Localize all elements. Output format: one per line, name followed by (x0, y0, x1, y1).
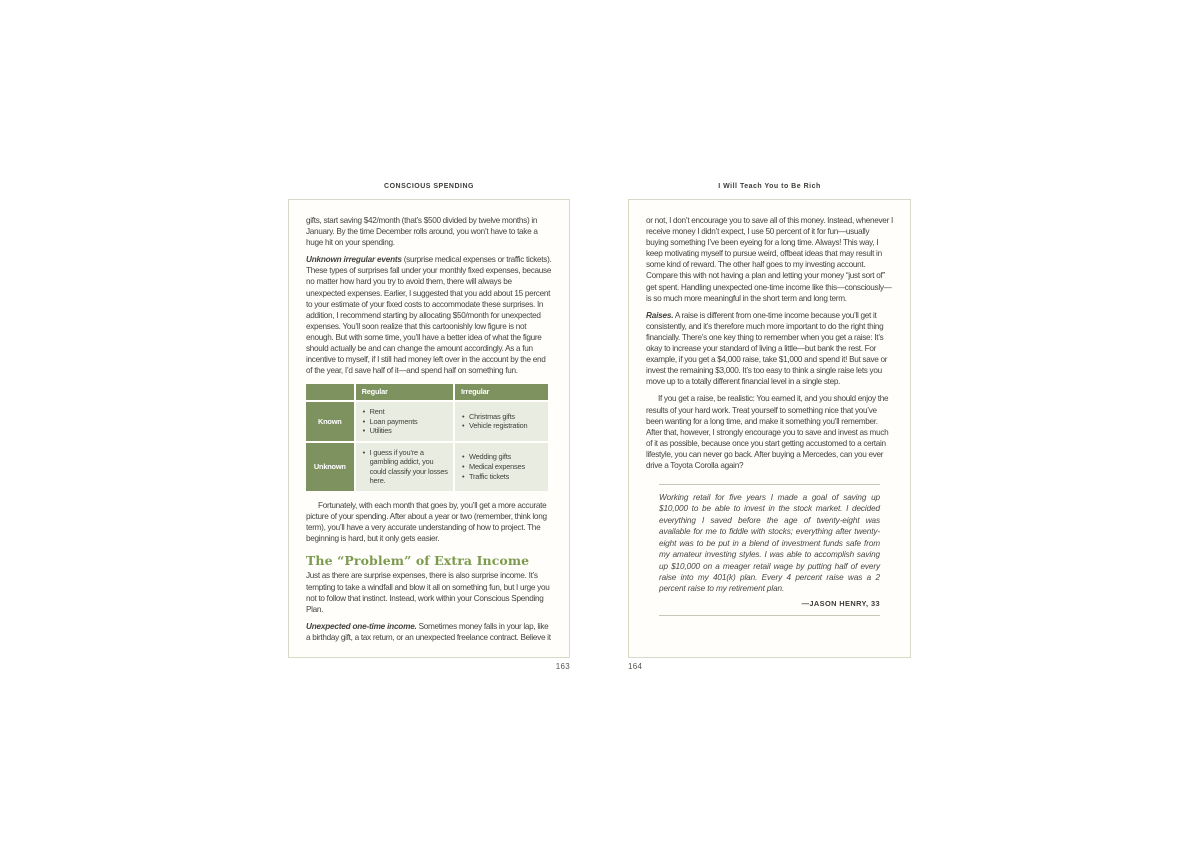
paragraph-raises-lead: Raises. (646, 310, 674, 320)
table-cell-unknown-regular (356, 443, 453, 491)
table-cell-known-regular (356, 402, 453, 441)
paragraph-just-as (306, 570, 552, 614)
paragraph-raises (646, 310, 893, 388)
bullet-item: • Wedding gifts (462, 452, 544, 462)
running-head-right: I Will Teach You to Be Rich (718, 183, 821, 190)
expenses-table (304, 382, 550, 493)
paragraph-fortunately-text: Fortunately, with each month that goes by, you’ll get a more accurate picture of your spending. After about a year or two (remember, think long term), you’ll have a very accurate understanding of how to project. The beginning is hard, but it only gets easier. (306, 501, 547, 544)
paragraph-or-not (646, 215, 893, 304)
paragraph-unexpected-lead: Unexpected one-time income. (306, 621, 417, 631)
table-label-known: Known (306, 402, 354, 441)
bullet-item: • Vehicle registration (462, 421, 544, 431)
table-cell-unknown-irregular (455, 443, 548, 491)
bullet-list (462, 412, 544, 431)
table-header-row (306, 384, 548, 400)
paragraph-or-not-text: or not, I don’t encourage you to save all of this money. Instead, whenever I receive money I didn’t expect, I use 50 percent of it for fun—usually buying something I’ve been eyeing for a long time. Always! This way, I keep motivating myself to pursue weird, offbeat ideas that may result in some kind of reward. The other half goes to my investing account. Compare this with not having a plan and letting your money “just sort of” get spent. Handling unexpected one-time income like this—consciously—is so much more meaningful in the short term and long term. (646, 216, 893, 303)
page-163 (288, 199, 570, 658)
testimonial-quote (659, 484, 880, 616)
running-head-left: CONSCIOUS SPENDING (384, 183, 474, 190)
paragraph-unknown-irregular (306, 254, 552, 376)
paragraph-fortunately (306, 500, 552, 544)
table-corner-cell (306, 384, 354, 400)
page-number-164: 164 (628, 662, 643, 671)
paragraph-if-you-get (646, 393, 893, 471)
bullet-item: • Rent (363, 407, 449, 417)
page-number-163: 163 (555, 662, 570, 671)
bullet-item: • Christmas gifts (462, 412, 544, 422)
bullet-list (462, 452, 544, 481)
quote-attribution: —JASON HENRY, 33 (801, 598, 880, 608)
table-cell-known-irregular (455, 402, 548, 441)
page-164 (628, 199, 911, 658)
table-row-known (306, 402, 548, 441)
bullet-item: • I guess if you’re a gambling addict, you could classify your losses here. (363, 448, 449, 486)
paragraph-unknown-irregular-text: (surprise medical expenses or traffic tickets). These types of surprises fall under your monthly fixed expenses, because no matter how hard you try to avoid them, there will always be unexpected expenses. Earlier, I suggested that you add about 15 percent to your estimate of your fixed costs to accommodate these surprises. In addition, I recommend starting by allocating $50/month for unexpected expenses. You’ll soon realize that this cartoonishly low figure is not enough. But with some time, you’ll have a better idea of what the figure should actually be and can change the amount accordingly. As a fun incentive to myself, if I still had money left over in the account by the end of the year, I’d save half of it—and spend half on something fun. (306, 255, 552, 376)
paragraph-gifts (306, 215, 552, 248)
paragraph-unexpected (306, 621, 552, 643)
paragraph-if-you-get-text: If you get a raise, be realistic: You earned it, and you should enjoy the results of your hard work. Treat yourself to something nice that you’ve been wanting for a long time, and make it something you’ll remember. After that, however, I strongly encourage you to save and invest as much of it as possible, because once you start getting accustomed to a certain lifestyle, you can never go back. After buying a Mercedes, can you ever drive a Toyota Corolla again? (646, 394, 889, 470)
paragraph-just-as-text: Just as there are surprise expenses, there is also surprise income. It’s tempting to take a windfall and blow it all on something fun, but I urge you not to follow that instinct. Instead, work within your Conscious Spending Plan. (306, 571, 550, 614)
bullet-item: • Loan payments (363, 417, 449, 427)
table-row-unknown (306, 443, 548, 491)
bullet-item: • Traffic tickets (462, 472, 544, 482)
paragraph-raises-text: A raise is different from one-time income because you’ll get it consistently, and it’s therefore much more important to do the right thing financially. There’s one key thing to remember when you get a raise: It’s okay to increase your standard of living a little—but bank the rest. For example, if you get a $4,000 raise, take $1,000 and spend it! But save or invest the remaining $3,000. It’s too easy to think a single raise lets you move up to a totally different financial level in a single step. (646, 310, 888, 387)
paragraph-gifts-text: gifts, start saving $42/month (that’s $500 divided by twelve months) in January. By the time December rolls around, you won’t have to take a huge hit on your spending. (306, 216, 538, 248)
table-header-irregular: Irregular (455, 384, 548, 400)
paragraph-unexpected-text: Sometimes money falls in your lap, like a birthday gift, a tax return, or an unexpected freelance contract. Believe it (306, 621, 551, 642)
paragraph-unknown-irregular-lead: Unknown irregular events (306, 255, 402, 265)
table-header-regular: Regular (356, 384, 453, 400)
bullet-item: • Medical expenses (462, 462, 544, 472)
bullet-list (363, 448, 449, 486)
section-heading: The “Problem” of Extra Income (306, 553, 530, 569)
quote-text: Working retail for five years I made a goal of saving up $10,000 to be able to invest in the stock market. I decided everything I saved before the age of twenty-eight was available for me to fiddle with stocks; everything after twenty-eight was to be put in a blend of investment funds safe from my amateur investing styles. I was able to accomplish saving up $10,000 on a meager retail wage by putting half of every raise into my 401(k) plan. Every 4 percent raise was a 2 percent raise to my retirement plan. (659, 493, 880, 594)
bullet-list (363, 407, 449, 436)
bullet-item: • Utilities (363, 426, 449, 436)
table-label-unknown: Unknown (306, 443, 354, 491)
